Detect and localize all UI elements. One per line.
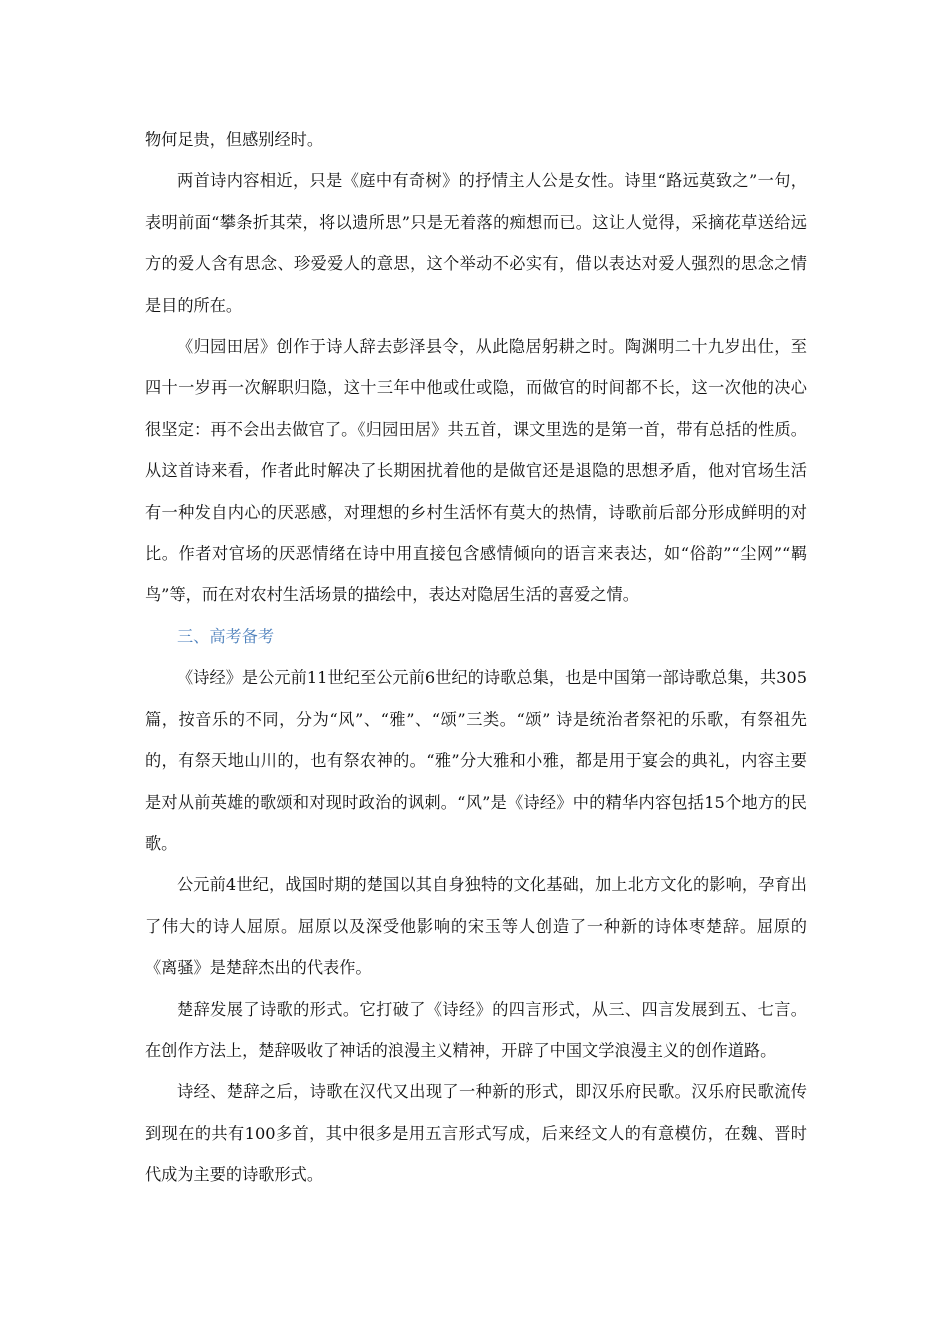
document-body: [145, 119, 807, 1196]
paragraph-yuefu: 诗经、楚辞之后，诗歌在汉代又出现了一种新的形式，即汉乐府民歌。汉乐府民歌流传到现在的共有100多首，其中很多是用五言形式写成，后来经文人的有意模仿，在魏、晋时代成为主要的诗歌形式。: [145, 1082, 807, 1185]
paragraph-chuci: 楚辞发展了诗歌的形式。它打破了《诗经》的四言形式，从三、四言发展到五、七言。在创作方法上，楚辞吸收了神话的浪漫主义精神，开辟了中国文学浪漫主义的创作道路。: [145, 999, 807, 1060]
paragraph-quyuan: 公元前4世纪，战国时期的楚国以其自身独特的文化基础，加上北方文化的影响，孕育出了伟大的诗人屈原。屈原以及深受他影响的宋玉等人创造了一种新的诗体枣楚辞。屈原的《离骚》是楚辞杰出的代表作。: [145, 875, 807, 978]
paragraph-comparison: 两首诗内容相近，只是《庭中有奇树》的抒情主人公是女性。诗里“路远莫致之”一句，表明前面“攀条折其荣，将以遗所思”只是无着落的痴想而已。这让人觉得，采摘花草送给远方的爱人含有思念、珍爱爱人的意思，这个举动不必实有，借以表达对爱人强烈的思念之情是目的所在。: [145, 171, 807, 315]
paragraph-shijing: 《诗经》是公元前11世纪至公元前6世纪的诗歌总集，也是中国第一部诗歌总集，共305篇，按音乐的不同，分为“风”、“雅”、“颂”三类。“颂” 诗是统治者祭祀的乐歌，有祭祖先的，有祭天地山川的，也有祭农神的。“雅”分大雅和小雅，都是用于宴会的典礼，内容主要是对从前英雄的歌颂和对现时政治的讽刺。“风”是《诗经》中的精华内容包括15个地方的民歌。: [145, 668, 807, 853]
paragraph-continuation: 物何足贵，但感别经时。: [145, 130, 324, 149]
paragraph-guiyuantianju: 《归园田居》创作于诗人辞去彭泽县令，从此隐居躬耕之时。陶渊明二十九岁出仕，至四十一岁再一次解职归隐，这十三年中他或仕或隐，而做官的时间都不长，这一次他的决心很坚定：再不会出去做官了。《归园田居》共五首，课文里选的是第一首，带有总括的性质。从这首诗来看，作者此时解决了长期困扰着他的是做官还是退隐的思想矛盾，他对官场生活有一种发自内心的厌恶感，对理想的乡村生活怀有莫大的热情，诗歌前后部分形成鲜明的对比。作者对官场的厌恶情绪在诗中用直接包含感情倾向的语言来表达，如“俗韵”“尘网”“羁鸟”等，而在对农村生活场景的描绘中，表达对隐居生活的喜爱之情。: [145, 337, 807, 605]
section-heading: 三、高考备考: [177, 626, 275, 646]
